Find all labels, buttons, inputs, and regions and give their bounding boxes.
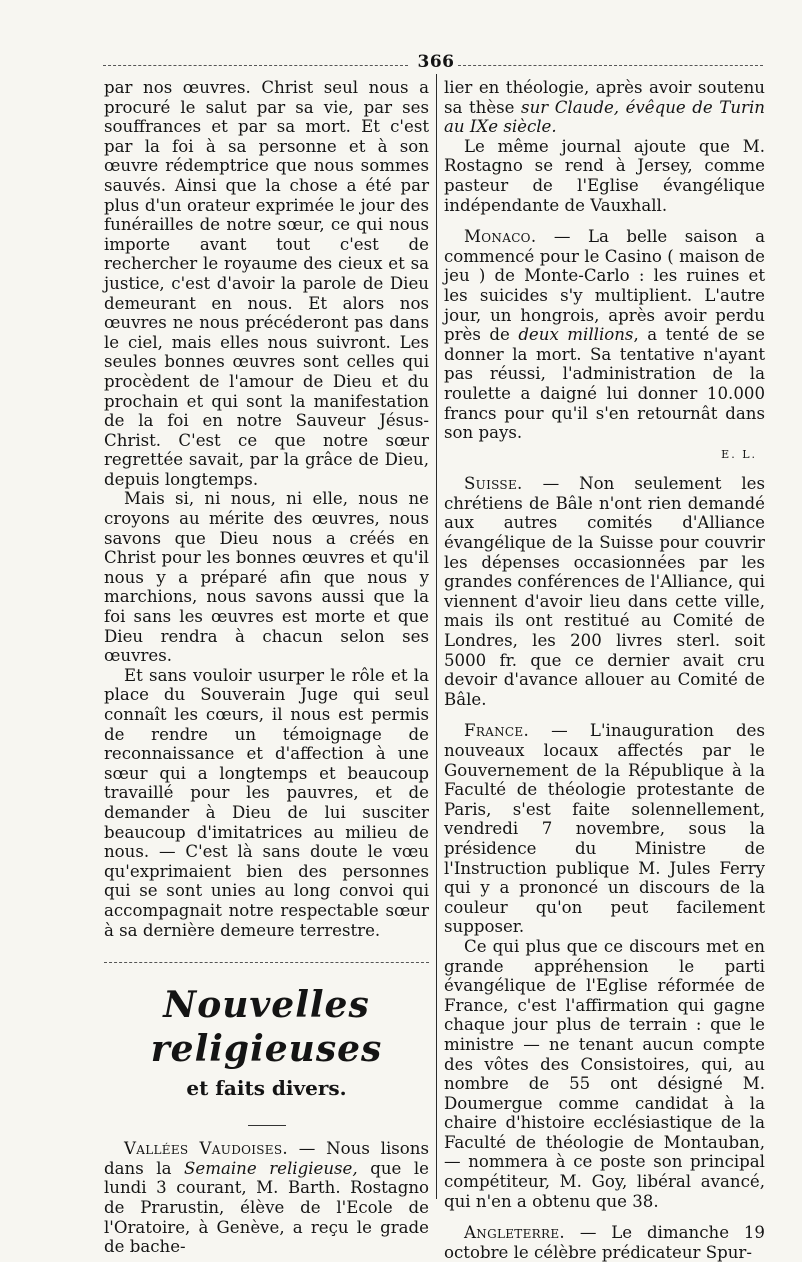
vallees-text-a: — Nous lisons dans la xyxy=(104,1139,429,1178)
right-p1-italic: sur Claude, évêque de Turin au IXe siècle. xyxy=(444,97,765,137)
right-p1-text: lier en théologie, après avoir soutenu sa thèse xyxy=(444,78,765,117)
monaco-italic: deux millions xyxy=(518,325,634,345)
suisse-paragraph xyxy=(444,474,765,709)
france-paragraph xyxy=(444,721,765,937)
vallees-paragraph xyxy=(104,1139,429,1257)
section-subheading: et faits divers. xyxy=(186,1076,347,1101)
left-paragraph-1: par nos œuvres. Christ seul nous a procuré le salut par sa vie, par ses souffrances et par sa mort. Et c'est par la foi à sa personne et à son œuvre rédemptrice que nous sommes sauvés. Ainsi que la chose a été par plus d'un orateur exprimée le jour des funérailles de notre sœur, ce qui nous importe avant tout c'est de rechercher le royaume des cieux et sa justice, c'est d'avoir la parole de Dieu demeurant en nous. Et alors nos œuvres ne nous précéderont pas dans le ciel, mais elles nous suivront. Les seules bonnes œuvres sont celles qui procèdent de l'amour de Dieu et du prochain et qui sont la manifestation de la foi en notre Sauveur Jésus-Christ. C'est ce que notre sœur regrettée savait, par la grâce de Dieu, depuis longtemps. xyxy=(104,78,429,489)
right-column xyxy=(444,78,765,1262)
left-column xyxy=(104,78,429,1257)
angleterre-text: — Le dimanche 19 octobre le célèbre prédicateur Spur- xyxy=(444,1223,765,1262)
angleterre-paragraph xyxy=(444,1223,765,1262)
header-rule-right xyxy=(458,65,763,66)
suisse-label: Suisse. xyxy=(464,474,523,494)
heading-dash xyxy=(104,1113,429,1129)
france-label: France. xyxy=(464,721,530,741)
page-header xyxy=(103,52,763,74)
france-paragraph-2: Ce qui plus que ce discours met en grande appréhension le parti évangélique de l'Eglise réformée de France, c'est l'affirmation qui gagne chaque jour plus de terrain : que le ministre — ne tenant aucun compte des vôtes des Consistoires, qui, au nombre de 55 ont désigné M. Doumergue comme candidat à la chaire d'histoire ecclésiastique de la Faculté de théologie de Montauban, — nommera à ce poste son principal compétiteur, M. Goy, libéral avancé, qui n'en a obtenu que 38. xyxy=(444,936,765,1211)
section-heading: Nouvelles religieuses xyxy=(150,984,383,1071)
header-rule-left xyxy=(103,65,408,66)
vallees-label: Vallées Vaudoises. xyxy=(124,1139,288,1159)
left-paragraph-2: Mais si, ni nous, ni elle, nous ne croyons au mérite des œuvres, nous savons que Dieu nous a créés en Christ pour les bonnes œuvres et qu'il nous y a préparé afin que nous y marchions, nous savons aussi que la foi sans les œuvres est morte et que Dieu rendra à chacun selon ses œuvres. xyxy=(104,489,429,666)
monaco-text-b: , a tenté de se donner la mort. Sa tentative n'ayant pas réussi, l'administration de la roulette a daigné lui donner 10.000 francs pour qu'il s'en retournât dans son pays. xyxy=(444,325,766,443)
right-paragraph-1 xyxy=(444,78,765,137)
monaco-paragraph xyxy=(444,227,765,443)
vallees-text-b: que le lundi 3 courant, M. Barth. Rostagno de Prarustin, élève de l'Ecole de l'Oratoire, à Genève, a reçu le grade de bache- xyxy=(104,1158,430,1257)
france-text: — L'inauguration des nouveaux locaux affectés par le Gouvernement de la République à la Faculté de théologie protestante de Paris, s'est faite solennellement, vendredi 7 novembre, sous la présidence du Ministre de l'Instruction publique M. Jules Ferry qui y a prononcé un discours de la couleur qu'on peut facilement supposer. xyxy=(444,721,765,937)
monaco-label: Monaco. xyxy=(464,227,537,247)
vallees-italic: Semaine religieuse, xyxy=(184,1158,358,1178)
page-number: 366 xyxy=(417,52,455,72)
right-paragraph-2: Le même journal ajoute que M. Rostagno se rend à Jersey, comme pasteur de l'Eglise évangélique indépendante de Vauxhall. xyxy=(444,136,765,215)
section-divider xyxy=(104,962,429,963)
left-paragraph-3: Et sans vouloir usurper le rôle et la place du Souverain Juge qui seul connaît les cœurs, il nous est permis de rendre un témoignage de reconnaissance et d'affection à une sœur qui a longtemps et beaucoup travaillé pour les pauvres, et de demander à Dieu de lui susciter beaucoup d'imitatrices au milieu de nous. — C'est là sans doute le vœu qu'exprimaient bien des personnes qui se sont unies au long convoi qui accompagnait notre respectable sœur à sa dernière demeure terrestre. xyxy=(104,665,429,940)
monaco-text-a: — La belle saison a commencé pour le Casino ( maison de jeu ) de Monte-Carlo : les ruines et les suicides s'y multiplient. L'autre jour, un hongrois, après avoir perdu près de xyxy=(444,227,765,345)
column-divider xyxy=(436,74,437,1199)
signature: E. L. xyxy=(721,447,757,461)
angleterre-label: Angleterre. xyxy=(464,1223,565,1243)
suisse-text: — Non seulement les chrétiens de Bâle n'ont rien demandé aux autres comités d'Alliance évangélique de la Suisse pour couvrir les dépenses occasionnées par les grandes conférences de l'Alliance, qui viennent d'avoir lieu dans cette ville, mais ils ont restitué au Comité de Londres, les 200 livres sterl. soit 5000 fr. que ce dernier avait cru devoir d'avance allouer au Comité de Bâle. xyxy=(444,474,765,709)
